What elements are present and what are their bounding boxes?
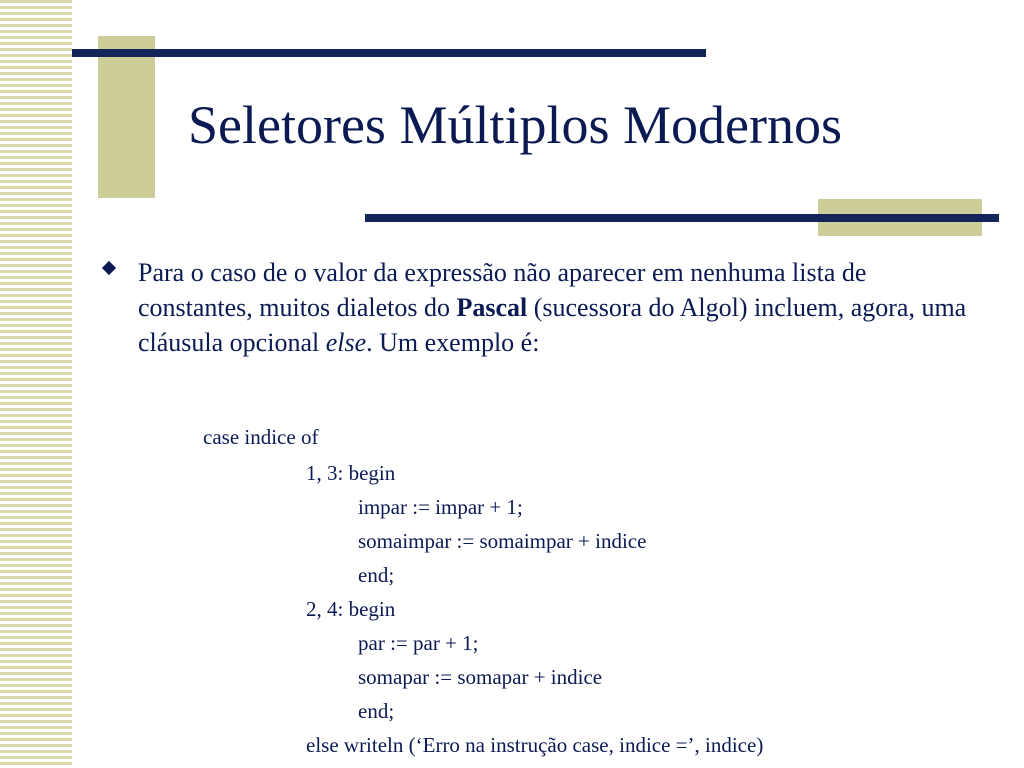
decorative-stripe-band: [0, 0, 72, 768]
code-line-10: else writeln (‘Erro na instrução case, indice =’, indice): [306, 733, 764, 757]
code-line-1: case indice of: [203, 425, 319, 449]
title-rule-bottom: [365, 214, 999, 222]
code-line-3: impar := impar + 1;: [358, 495, 523, 519]
code-line-5: end;: [358, 563, 395, 587]
code-line-2: 1, 3: begin: [306, 461, 396, 485]
bullet-text-part3: . Um exemplo é:: [366, 328, 540, 357]
bullet-text-part2: (sucessora do Algol) incluem, agora, uma cláusula opcional: [138, 293, 967, 357]
code-line-6: 2, 4: begin: [306, 597, 396, 621]
bullet-text: [138, 255, 978, 360]
decorative-title-block: [98, 36, 155, 198]
title-rule-top: [72, 49, 706, 57]
diamond-bullet-icon: [102, 261, 116, 275]
bullet-text-part1: Para o caso de o valor da expressão não aparecer em nenhuma lista de constantes, muitos dialetos do: [138, 258, 867, 322]
bullet-text-italic: else: [325, 328, 367, 357]
code-line-7: par := par + 1;: [358, 631, 479, 655]
slide-title: Seletores Múltiplos Modernos: [188, 95, 842, 155]
code-line-4: somaimpar := somaimpar + indice: [358, 529, 647, 553]
bullet-text-bold: Pascal: [456, 293, 528, 322]
code-line-9: end;: [358, 699, 395, 723]
code-line-8: somapar := somapar + indice: [358, 665, 603, 689]
